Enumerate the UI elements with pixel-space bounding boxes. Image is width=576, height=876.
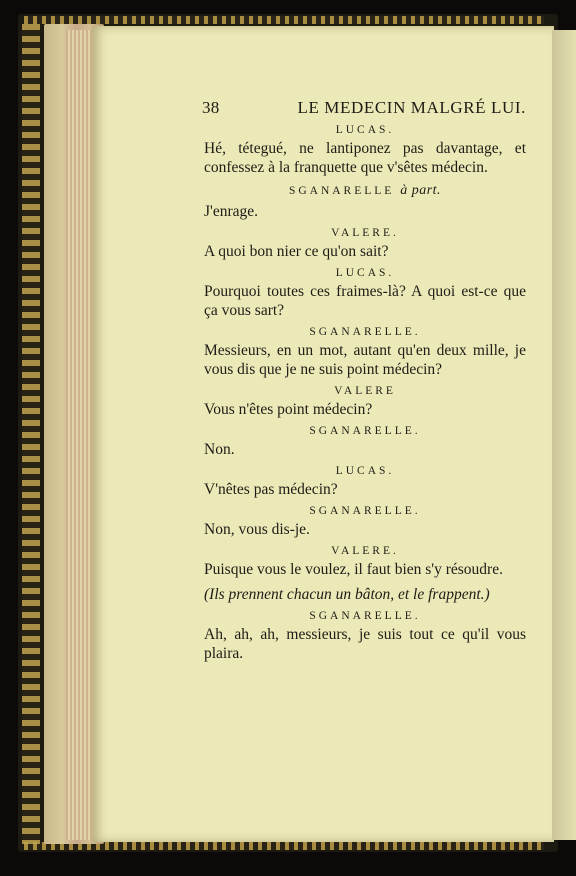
dialogue-line: V'nêtes pas médecin? — [204, 481, 338, 498]
stage-direction: (Ils prennent chacun un bâton, et le frappent.) — [204, 586, 490, 603]
speaker-heading: SGANARELLE. — [309, 326, 421, 338]
speaker-heading: LUCAS. — [335, 124, 395, 136]
speaker-heading: LUCAS. — [335, 465, 395, 477]
running-title: LE MEDECIN MALGRÉ LUI. — [297, 98, 526, 117]
page-number: 38 — [202, 98, 220, 117]
speaker-heading: SGANARELLE. — [309, 610, 421, 622]
speaker-heading: LUCAS. — [335, 267, 395, 279]
speaker-heading: VALERE. — [331, 227, 399, 239]
dialogue-line: A quoi bon nier ce qu'on sait? — [204, 243, 389, 260]
dialogue-line: Messieurs, en un mot, autant qu'en deux mille, je vous dis que je ne suis point médecin? — [204, 342, 526, 378]
dialogue-line: Non. — [204, 441, 235, 458]
running-header — [202, 98, 526, 118]
speaker-heading: SGANARELLE. — [309, 425, 421, 437]
stage-aside: à part. — [400, 183, 442, 198]
dialogue-line: Non, vous dis-je. — [204, 521, 310, 538]
gilt-border-left — [22, 24, 40, 844]
page-content — [204, 98, 526, 669]
next-page-edge — [552, 30, 576, 840]
speaker-heading: VALERE. — [331, 545, 399, 557]
page-fore-edge — [66, 30, 94, 840]
gilt-border-top — [24, 16, 544, 24]
dialogue-line: Pourquoi toutes ces fraimes-là? A quoi est-ce que ça vous sart? — [204, 283, 526, 319]
dialogue-line: J'enrage. — [204, 203, 259, 220]
dialogue-line: Vous n'êtes point médecin? — [204, 401, 373, 418]
dialogue-line: Hé, tétegué, ne lantiponez pas davantage, et confessez à la franquette que v'sêtes médecin. — [204, 140, 526, 176]
dialogue-line: Puisque vous le voulez, il faut bien s'y résoudre. — [204, 561, 503, 578]
speaker-heading: VALERE — [334, 385, 396, 397]
speaker-heading: SGANARELLE à part. — [288, 183, 442, 198]
dialogue-line: Ah, ah, ah, messieurs, je suis tout ce qu'il vous plaira. — [204, 626, 526, 662]
speaker-heading: SGANARELLE. — [309, 505, 421, 517]
